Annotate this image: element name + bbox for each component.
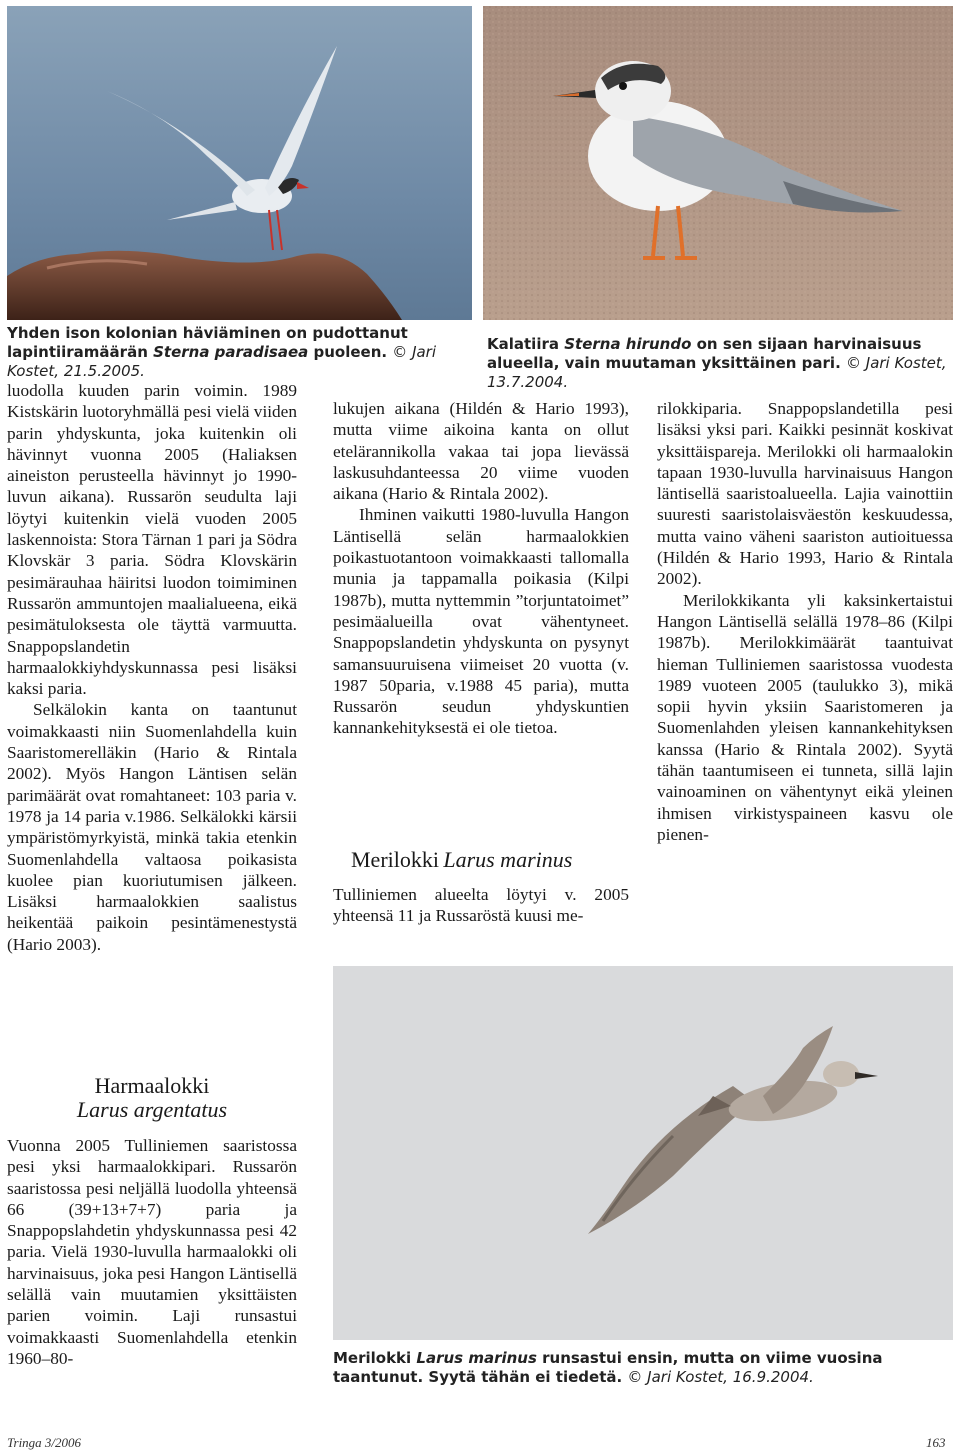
caption-text: Yhden ison kolonian häviäminen on pudottanut lapintiiramäärän bbox=[7, 324, 408, 361]
text-column-2-cont bbox=[333, 884, 629, 927]
arctic-tern-caption bbox=[7, 324, 475, 381]
harmaalokki-heading bbox=[7, 1074, 297, 1122]
gull-caption bbox=[333, 1349, 958, 1387]
section-heading: Harmaalokki bbox=[94, 1073, 210, 1098]
merilokki-heading bbox=[351, 848, 631, 872]
photo-credit: © Jari Kostet, 16.9.2004. bbox=[627, 1368, 814, 1386]
caption-text: Kalatiira bbox=[487, 335, 565, 353]
paragraph: rilokkiparia. Snappopslandetilla pesi lisäksi yksi pari. Kaikki pesinnät koskivat yksittäispareja. Merilokki oli harmaalokin tapaan 1930-luvulla harvinaisuus Hangon läntisellä saaristoalueella. Lajia vainottiin suuresti saaristolaisväestön keskuudessa, mutta vaino väheni saariston autioituessa (Hildén & Hario 1993, Hario & Rintala 2002). bbox=[657, 399, 953, 589]
caption-scientific-name: Sterna hirundo bbox=[564, 335, 692, 353]
paragraph: Selkälokin kanta on taantunut voimakkaasti niin Suomenlahdella kuin Saaristomerelläkin (Hario & Rintala 2002). Myös Hangon Läntisen selän parimäärät ovat romahtaneet: 103 paria v. 1978 ja 14 paria v.1986. Selkälokki kärsii ympäristömyrkyistä, minkä takia etenkin Suomenlahdella valtaosa poikasista kuolee pian kuoriutumisen jälkeen. Lisäksi harmaalokkien saalistus heikentää paikoin pesintämenestystä (Hario 2003). bbox=[7, 700, 297, 954]
photo-credit: © Jari Kostet, 21.5.2005. bbox=[7, 343, 437, 380]
caption-scientific-name: Sterna paradisaea bbox=[153, 343, 309, 361]
caption-text: runsastui ensin, mutta on viime vuosina taantunut. Syytä tähän ei tiedetä. bbox=[333, 1349, 883, 1386]
text-column-2 bbox=[333, 398, 629, 739]
paragraph: Ihminen vaikutti 1980-luvulla Hangon Läntisellä selän harmaalokkien poikastuotantoon voimakkaasti tallomalla munia ja tappamalla poikasia (Kilpi 1987b), mutta nyttemmin ”torjuntatoimet” pesimäalueilla ovat vähentyneet. Snappopslandetin yhdyskunta on pysynyt samansuuruisena viimeiset 20 vuotta (v. 1987 50paria, v.1988 45 paria), mutta Russarön seudun yhdyskuntien kannankehityksestä ei ole tietoa. bbox=[333, 505, 629, 738]
gull-in-flight-photo bbox=[333, 966, 953, 1340]
paragraph: luodolla kuuden parin voimin. 1989 Kistskärin luotoryhmällä pesi vielä viiden parin yhdyskunta, joka kuitenkin oli hävinnyt vuonna 2005 (Haliaksen aineiston perusteella hävinnyt jo 1990-luvun aikana). Russarön seudulta laji löytyi kuitenkin vielä vuoden 2005 laskennoista: Stora Tärnan 1 pari ja Södra Klovskär 3 paria. Södra Klovskärin pesimärauhaa häiritsi luodon toimiminen Russarön ammuntojen maalialueena, eikä pesimätuloksesta ole täyttä varmuutta. Snappopslandetin harmaalokkiyhdyskunnassa pesi lisäksi kaksi paria. bbox=[7, 381, 297, 699]
paragraph: lukujen aikana (Hildén & Hario 1993), mutta viime aikoina kanta on ollut etelärannikolla vakaa tai jopa lievässä laskusuhdanteessa 20 viime vuoden aikana (Hario & Rintala 2002). bbox=[333, 399, 629, 504]
arctic-tern-photo bbox=[7, 6, 472, 320]
text-column-1-cont bbox=[7, 1135, 297, 1369]
photo-credit: © Jari Kostet, 13.7.2004. bbox=[487, 354, 947, 391]
caption-text: puoleen. bbox=[308, 343, 393, 361]
caption-text: Merilokki bbox=[333, 1349, 417, 1367]
section-heading-scientific: Larus marinus bbox=[443, 847, 573, 872]
text-column-3 bbox=[657, 398, 953, 845]
common-tern-photo bbox=[483, 6, 953, 320]
caption-text: on sen sijaan harvinaisuus alueella, vain muutaman yksittäinen pari. bbox=[487, 335, 922, 372]
paragraph: Merilokkikanta yli kaksinkertaistui Hangon Läntisellä selällä 1978–86 (Kilpi 1987b). Merilokkimäärät taantuivat hieman Tulliniemen saaristossa vuodesta 1989 vuoteen 2005 (taulukko 3), mikä sopii hyvin yksiin Saaristomeren ja Suomenlahden yleisen kannankehityksen kanssa (Hario & Rintala 2002). Syytä tähän taantumiseen ei tunneta, sillä lajin vainoaminen on vähentynyt eikä yleinen ihmisen virkistyspaineen kasvu ole pienen- bbox=[657, 590, 953, 844]
paragraph: Tulliniemen alueelta löytyi v. 2005 yhteensä 11 ja Russaröstä kuusi me- bbox=[333, 885, 629, 926]
section-heading-scientific: Larus argentatus bbox=[76, 1097, 228, 1122]
caption-scientific-name: Larus marinus bbox=[416, 1349, 537, 1367]
footer-page-number: 163 bbox=[926, 1435, 946, 1450]
text-column-1 bbox=[7, 380, 297, 955]
paragraph: Vuonna 2005 Tulliniemen saaristossa pesi yksi harmaalokkipari. Russarön saaristossa pesi neljällä luodolla yhteensä 66 (39+13+7+7) paria ja Snappopslahdetin yhdyskunnassa pesi 42 paria. Vielä 1930-luvulla harmaalokki oli harvinaisuus, joka pesi Hangon Läntisellä selällä vain muutamien yksittäisten parien voimin. Laji runsastui voimakkaasti Suomenlahdella etenkin 1960–80- bbox=[7, 1136, 297, 1368]
section-heading: Merilokki bbox=[351, 847, 439, 872]
footer-journal: Tringa 3/2006 bbox=[7, 1435, 82, 1450]
common-tern-caption bbox=[487, 335, 954, 392]
